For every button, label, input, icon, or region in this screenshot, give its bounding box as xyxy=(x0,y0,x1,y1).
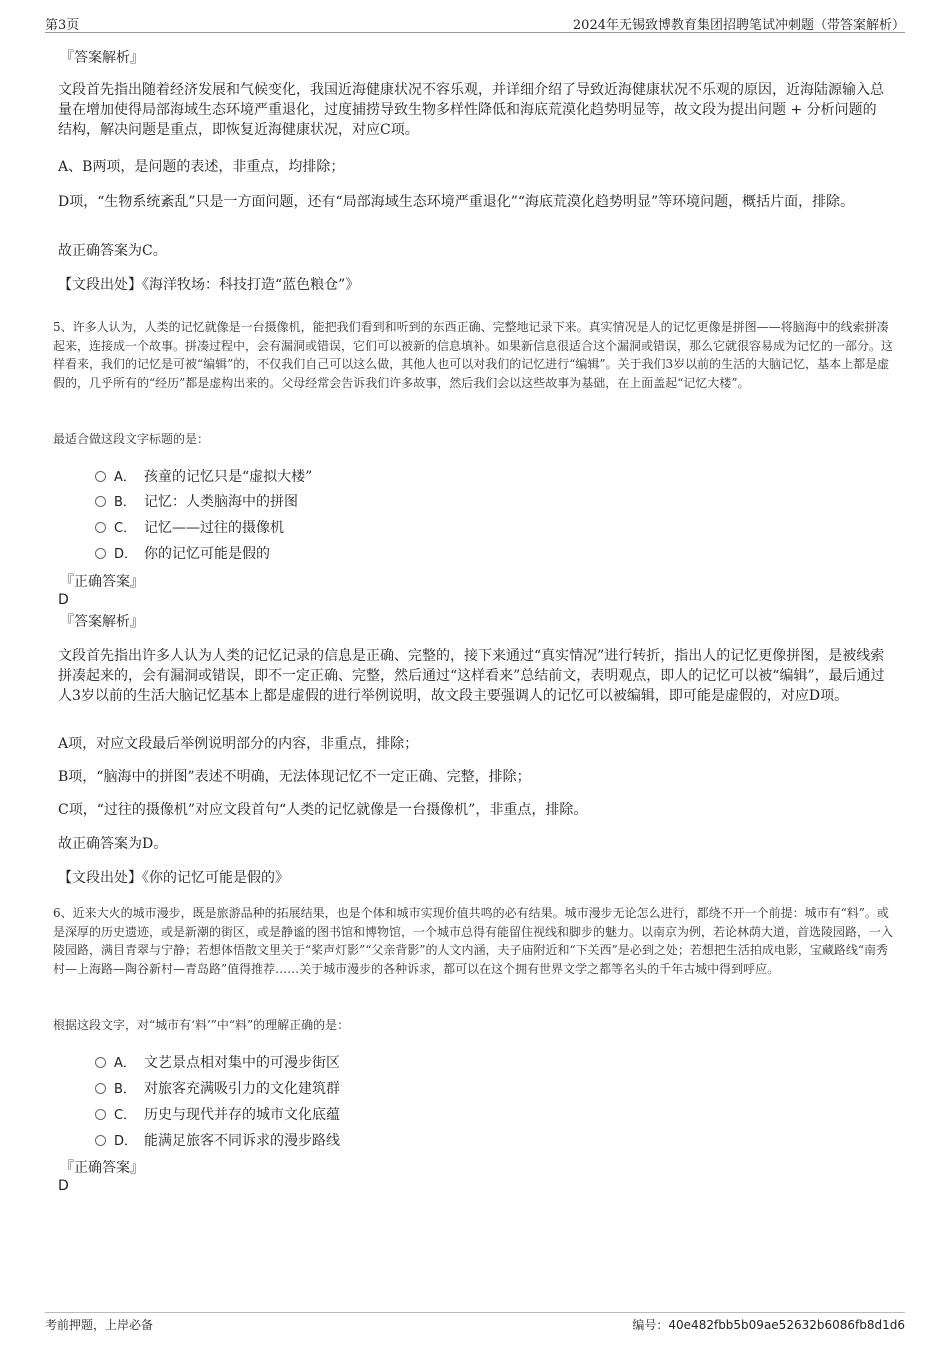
q4-analysis-p4: 故正确答案为C。 xyxy=(58,243,167,259)
q6-option-a[interactable]: A． 文艺景点相对集中的可漫步街区 xyxy=(95,1053,340,1073)
document-code xyxy=(632,1316,905,1333)
q6-prompt: 根据这段文字，对“城市有‘料’”中“料”的理解正确的是： xyxy=(53,1018,350,1032)
q5-prompt: 最适合做这段文字标题的是： xyxy=(53,432,210,446)
q6-answer-label: 『正确答案』 xyxy=(60,1160,144,1176)
q6-stem: 6、近来大火的城市漫步，既是旅游品种的拓展结果，也是个体和城市实现价值共鸣的必有结果。城市漫步无论怎么进行，都绕不开一个前提：城市有“料”。或是深厚的历史遗迹，或是新潮的街区，或是静谧的图书馆和博物馆，一个城市总得有能留住视线和脚步的魅力。以南京为例，若论林荫大道，首选陵园路，一入陵园路，满目青翠与宁静；若想体悟散文里关于“桨声灯影”“父亲背影”的人文内涵，夫子庙附近和“下关西”是必到之处；若想把生活拍成电影，宝藏路线“南秀村—上海路—陶谷新村—青岛路”值得推荐……关于城市漫步的各种诉求，都可以在这个拥有世界文学之都等名头的千年古城中得到呼应。 xyxy=(53,906,894,976)
q5-analysis-p3: B项，“脑海中的拼图”表述不明确，无法体现记忆不一定正确、完整，排除； xyxy=(58,769,531,785)
q5-option-b-text: 记忆：人类脑海中的拼图 xyxy=(144,494,298,510)
radio-button-icon[interactable] xyxy=(95,1109,106,1120)
q5-answer-label: 『正确答案』 xyxy=(60,574,144,590)
radio-button-icon[interactable] xyxy=(95,1135,106,1146)
q5-stem: 5、许多人认为，人类的记忆就像是一台摄像机，能把我们看到和听到的东西正确、完整地记录下来。真实情况是人的记忆更像是拼图——将脑海中的线索拼凑起来，连接成一个故事。拼凑过程中，会有漏洞或错误，它们可以被新的信息填补。如果新信息很适合这个漏洞或错误，那么它就很容易成为记忆的一部分。这样看来，我们的记忆是可被“编辑”的，不仅我们自己可以这么做，其他人也可以对我们的记忆进行“编辑”。关于我们3岁以前的生活的大脑记忆，基本上都是虚假的，几乎所有的“经历”都是虚构出来的。父母经常会告诉我们许多故事，然后我们会以这些故事为基础，在上面盖起“记忆大楼”。 xyxy=(53,320,894,390)
q5-option-d-text: 你的记忆可能是假的 xyxy=(144,546,270,562)
q5-analysis-label: 『答案解析』 xyxy=(60,614,144,630)
radio-button-icon[interactable] xyxy=(95,548,106,559)
document-code-label: 编号： xyxy=(632,1318,669,1332)
q4-analysis-p2: A、B两项，是问题的表述，非重点，均排除； xyxy=(58,159,345,175)
radio-button-icon[interactable] xyxy=(95,1083,106,1094)
document-code-value: 40e482fbb5b09ae52632b6086fb8d1d6 xyxy=(668,1318,905,1332)
q5-option-b[interactable]: B． 记忆：人类脑海中的拼图 xyxy=(95,492,298,512)
radio-button-icon[interactable] xyxy=(95,522,106,533)
footer-slogan: 考前押题，上岸必备 xyxy=(45,1318,154,1332)
q6-option-a-text: 文艺景点相对集中的可漫步街区 xyxy=(144,1055,340,1071)
q6-option-c[interactable]: C． 历史与现代并存的城市文化底蕴 xyxy=(95,1105,340,1125)
q6-option-b[interactable]: B． 对旅客充满吸引力的文化建筑群 xyxy=(95,1079,340,1099)
q6-answer: D xyxy=(58,1178,69,1194)
page-header xyxy=(45,12,905,33)
q4-analysis-p1: 文段首先指出随着经济发展和气候变化，我国近海健康状况不容乐观，并详细介绍了导致近海健康状况不乐观的原因，近海陆源输入总量在增加使得局部海域生态环境严重退化，过度捕捞导致生物多样性降低和海底荒漠化趋势明显等，故文段为提出问题 + 分析问题的结构，解决问题是重点，即恢复近海健康状况，对应C项。 xyxy=(58,82,884,138)
q5-answer: D xyxy=(58,592,69,608)
q4-analysis-p3: D项，“生物系统紊乱”只是一方面问题，还有“局部海域生态环境严重退化”“海底荒漠化趋势明显”等环境问题，概括片面，排除。 xyxy=(58,194,855,210)
q4-source: 【文段出处】《海洋牧场：科技打造“蓝色粮仓”》 xyxy=(58,277,360,293)
radio-button-icon[interactable] xyxy=(95,496,106,507)
q5-option-d[interactable]: D． 你的记忆可能是假的 xyxy=(95,544,270,564)
q6-option-d[interactable]: D． 能满足旅客不同诉求的漫步路线 xyxy=(95,1131,340,1151)
q6-option-c-text: 历史与现代并存的城市文化底蕴 xyxy=(144,1107,340,1123)
q4-analysis-label: 『答案解析』 xyxy=(60,50,144,66)
document-title: 2024年无锡致博教育集团招聘笔试冲刺题（带答案解析） xyxy=(572,18,905,33)
q5-analysis-p5: 故正确答案为D。 xyxy=(58,836,168,852)
radio-button-icon[interactable] xyxy=(95,1057,106,1068)
q5-option-a-text: 孩童的记忆只是“虚拟大楼” xyxy=(144,469,313,485)
q6-option-d-text: 能满足旅客不同诉求的漫步路线 xyxy=(144,1133,340,1149)
q5-option-c[interactable]: C． 记忆——过往的摄像机 xyxy=(95,518,284,538)
q5-option-c-text: 记忆——过往的摄像机 xyxy=(144,520,284,536)
q6-option-b-text: 对旅客充满吸引力的文化建筑群 xyxy=(144,1081,340,1097)
q5-analysis-p2: A项，对应文段最后举例说明部分的内容，非重点，排除； xyxy=(58,736,419,752)
q5-source: 【文段出处】《你的记忆可能是假的》 xyxy=(58,870,289,886)
radio-button-icon[interactable] xyxy=(95,471,106,482)
q5-option-a[interactable]: A． 孩童的记忆只是“虚拟大楼” xyxy=(95,467,312,487)
page-footer xyxy=(45,1312,905,1335)
q5-analysis-p4: C项，“过往的摄像机”对应文段首句“人类的记忆就像是一台摄像机”，非重点，排除。 xyxy=(58,802,588,818)
page-number: 第3页 xyxy=(45,18,80,33)
q5-analysis-p1: 文段首先指出许多人认为人类的记忆记录的信息是正确、完整的，接下来通过“真实情况”进行转折，指出人的记忆更像拼图，是被线索拼凑起来的，会有漏洞或错误，即不一定正确、完整，然后通过“这样看来”总结前文，表明观点，即人的记忆可以被“编辑”，最后通过人3岁以前的生活大脑记忆基本上都是虚假的进行举例说明，故文段主要强调人的记忆可以被编辑，即可能是虚假的，对应D项。 xyxy=(58,648,885,704)
